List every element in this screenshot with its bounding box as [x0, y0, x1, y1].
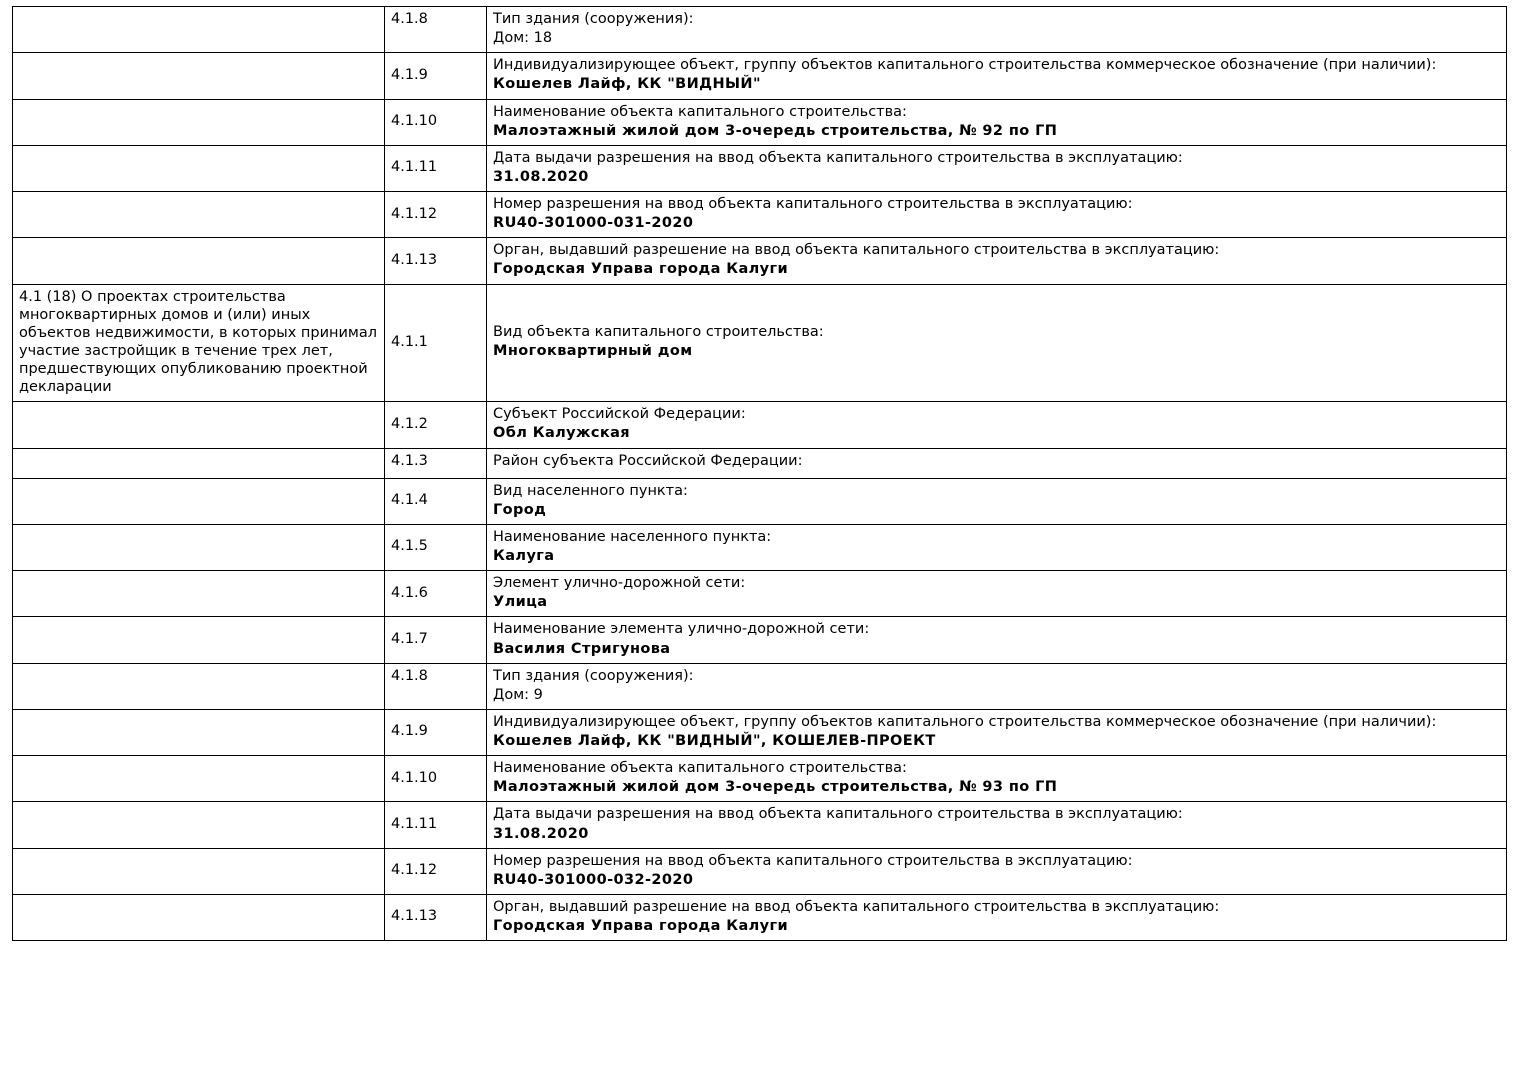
value-cell: Орган, выдавший разрешение на ввод объекта капитального строительства в эксплуатацию: Городская Управа города Калуги [487, 894, 1507, 940]
code-cell: 4.1.5 [385, 524, 487, 570]
value-cell: Номер разрешения на ввод объекта капитального строительства в эксплуатацию: RU40-301000-032-2020 [487, 848, 1507, 894]
code-cell: 4.1.3 [385, 448, 487, 478]
code-cell: 4.1.13 [385, 894, 487, 940]
table-row [13, 571, 1507, 617]
table-row [13, 709, 1507, 755]
value-cell: Индивидуализирующее объект, группу объектов капитального строительства коммерческое обозначение (при наличии): Кошелев Лайф, КК "ВИДНЫЙ", КОШЕЛЕВ-ПРОЕКТ [487, 709, 1507, 755]
code-cell: 4.1.13 [385, 238, 487, 284]
value-cell: Тип здания (сооружения): Дом: 18 [487, 7, 1507, 53]
value-cell: Вид объекта капитального строительства: Многоквартирный дом [487, 284, 1507, 402]
value-cell: Субъект Российской Федерации: Обл Калужская [487, 402, 1507, 448]
table-row [13, 284, 1507, 402]
code-cell: 4.1.4 [385, 478, 487, 524]
code-cell: 4.1.7 [385, 617, 487, 663]
code-cell: 4.1.9 [385, 53, 487, 99]
table-row [13, 99, 1507, 145]
section-cell [13, 709, 385, 755]
table-row [13, 756, 1507, 802]
section-cell [13, 192, 385, 238]
value-cell: Номер разрешения на ввод объекта капитального строительства в эксплуатацию: RU40-301000-031-2020 [487, 192, 1507, 238]
section-cell [13, 524, 385, 570]
code-cell: 4.1.11 [385, 145, 487, 191]
section-cell [13, 848, 385, 894]
code-cell: 4.1.10 [385, 756, 487, 802]
code-cell: 4.1.11 [385, 802, 487, 848]
section-cell [13, 571, 385, 617]
code-cell: 4.1.12 [385, 848, 487, 894]
table-row [13, 7, 1507, 53]
value-cell: Орган, выдавший разрешение на ввод объекта капитального строительства в эксплуатацию: Городская Управа города Калуги [487, 238, 1507, 284]
table-row [13, 524, 1507, 570]
section-cell [13, 145, 385, 191]
declaration-table [12, 6, 1507, 941]
section-cell [13, 99, 385, 145]
code-cell: 4.1.12 [385, 192, 487, 238]
section-cell [13, 238, 385, 284]
value-cell: Наименование объекта капитального строительства: Малоэтажный жилой дом 3-очередь строительства, № 93 по ГП [487, 756, 1507, 802]
value-cell: Дата выдачи разрешения на ввод объекта капитального строительства в эксплуатацию: 31.08.2020 [487, 145, 1507, 191]
section-cell [13, 802, 385, 848]
value-cell: Индивидуализирующее объект, группу объектов капитального строительства коммерческое обозначение (при наличии): Кошелев Лайф, КК "ВИДНЫЙ" [487, 53, 1507, 99]
section-cell [13, 478, 385, 524]
value-cell: Наименование населенного пункта: Калуга [487, 524, 1507, 570]
table-row [13, 802, 1507, 848]
table-row [13, 663, 1507, 709]
table-row [13, 192, 1507, 238]
code-cell: 4.1.6 [385, 571, 487, 617]
section-cell [13, 663, 385, 709]
table-row [13, 617, 1507, 663]
code-cell: 4.1.9 [385, 709, 487, 755]
section-cell: 4.1 (18) О проектах строительства многоквартирных домов и (или) иных объектов недвижимости, в которых принимал участие застройщик в течение трех лет, предшествующих опубликованию проектной декларации [13, 284, 385, 402]
value-cell: Вид населенного пункта: Город [487, 478, 1507, 524]
table-row [13, 448, 1507, 478]
value-cell: Элемент улично-дорожной сети: Улица [487, 571, 1507, 617]
section-cell [13, 756, 385, 802]
section-cell [13, 617, 385, 663]
section-cell [13, 402, 385, 448]
table-row [13, 53, 1507, 99]
table-row [13, 145, 1507, 191]
value-cell: Наименование элемента улично-дорожной сети: Василия Стригунова [487, 617, 1507, 663]
document-page [0, 6, 1529, 941]
section-cell [13, 7, 385, 53]
table-row [13, 402, 1507, 448]
section-cell [13, 894, 385, 940]
declaration-table-body [13, 7, 1507, 941]
section-cell [13, 53, 385, 99]
value-cell: Наименование объекта капитального строительства: Малоэтажный жилой дом 3-очередь строительства, № 92 по ГП [487, 99, 1507, 145]
code-cell: 4.1.10 [385, 99, 487, 145]
value-cell: Район субъекта Российской Федерации: [487, 448, 1507, 478]
code-cell: 4.1.2 [385, 402, 487, 448]
value-cell: Дата выдачи разрешения на ввод объекта капитального строительства в эксплуатацию: 31.08.2020 [487, 802, 1507, 848]
table-row [13, 238, 1507, 284]
code-cell: 4.1.1 [385, 284, 487, 402]
section-cell [13, 448, 385, 478]
code-cell: 4.1.8 [385, 7, 487, 53]
code-cell: 4.1.8 [385, 663, 487, 709]
table-row [13, 478, 1507, 524]
table-row [13, 894, 1507, 940]
value-cell: Тип здания (сооружения): Дом: 9 [487, 663, 1507, 709]
table-row [13, 848, 1507, 894]
